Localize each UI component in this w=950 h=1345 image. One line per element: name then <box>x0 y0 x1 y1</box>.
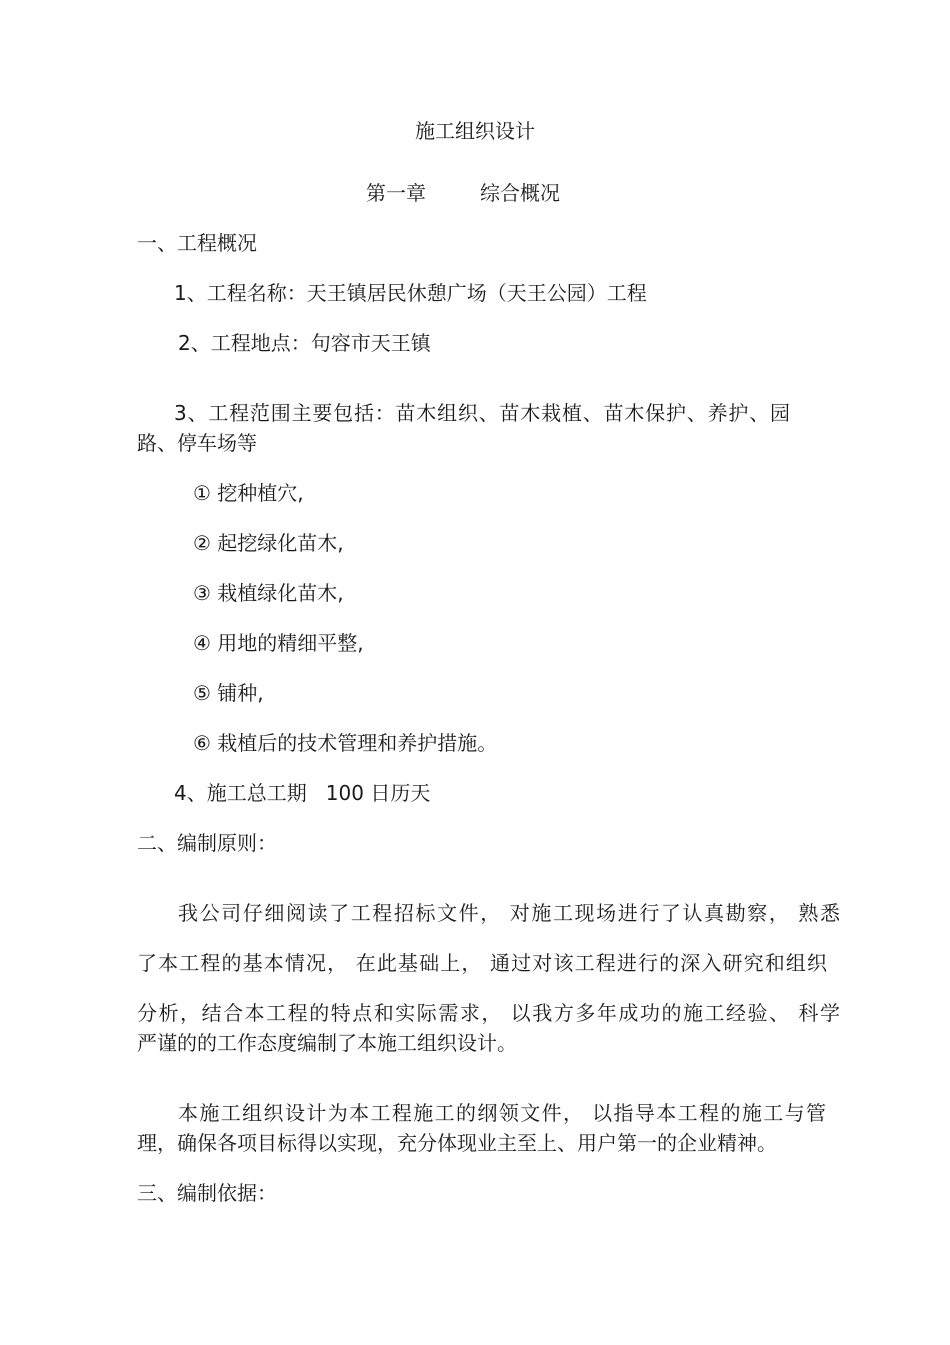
scope-sub-item: ③ 栽植绿化苗木, <box>193 581 344 605</box>
project-location-item: 2、工程地点：句容市天王镇 <box>178 331 431 355</box>
principle-paragraph-2-line: 理，确保各项目标得以实现，充分体现业主至上、用户第一的企业精神。 <box>137 1131 777 1155</box>
principle-paragraph-1-line: 了本工程的基本情况， 在此基础上， 通过对该工程进行的深入研究和组织 <box>137 951 827 975</box>
section-heading-2: 二、编制原则： <box>137 831 277 855</box>
scope-sub-item: ① 挖种植穴, <box>193 481 304 505</box>
section-heading-1: 一、工程概况 <box>137 231 257 255</box>
chapter-number: 第一章 <box>366 181 426 205</box>
principle-paragraph-1-line: 分析，结合本工程的特点和实际需求， 以我方多年成功的施工经验、 科学 <box>137 1001 840 1025</box>
scope-sub-item: ② 起挖绿化苗木, <box>193 531 344 555</box>
construction-period-item: 4、施工总工期 100 日历天 <box>174 781 431 805</box>
project-scope-item-line1: 3、工程范围主要包括：苗木组织、苗木栽植、苗木保护、养护、园 <box>174 401 790 425</box>
scope-sub-item: ⑥ 栽植后的技术管理和养护措施。 <box>193 731 498 755</box>
chapter-heading <box>366 180 560 206</box>
section-heading-3: 三、编制依据： <box>137 1181 277 1205</box>
project-name-item: 1、工程名称：天王镇居民休憩广场（天王公园）工程 <box>174 281 647 305</box>
project-scope-item-line2: 路、停车场等 <box>137 431 257 455</box>
document-title: 施工组织设计 <box>415 119 535 143</box>
principle-paragraph-2-line: 本施工组织设计为本工程施工的纲领文件， 以指导本工程的施工与管 <box>178 1101 826 1125</box>
chapter-name: 综合概况 <box>480 181 560 205</box>
scope-sub-item: ④ 用地的精细平整, <box>193 631 364 655</box>
principle-paragraph-1-line: 我公司仔细阅读了工程招标文件， 对施工现场进行了认真勘察， 熟悉 <box>178 901 840 925</box>
scope-sub-item: ⑤ 铺种, <box>193 681 264 705</box>
principle-paragraph-1-line: 严谨的的工作态度编制了本施工组织设计。 <box>137 1031 517 1055</box>
